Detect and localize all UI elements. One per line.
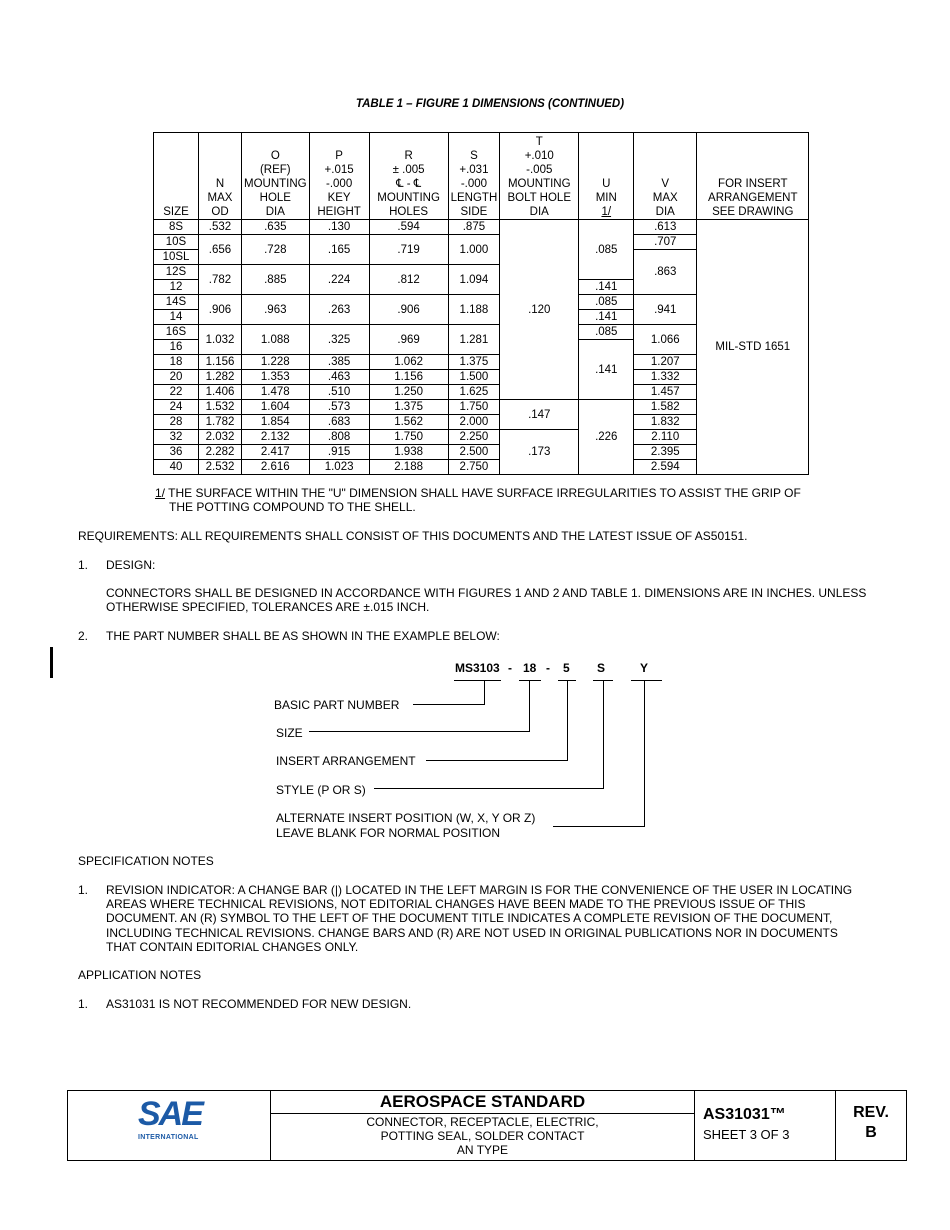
cell-v: .613 bbox=[634, 220, 697, 235]
cell-size: 20 bbox=[154, 370, 199, 385]
cell-v: .707 bbox=[634, 235, 697, 250]
cell-t: .173 bbox=[500, 430, 579, 475]
table-caption: TABLE 1 – FIGURE 1 DIMENSIONS (CONTINUED) bbox=[355, 98, 625, 110]
cell-r: .906 bbox=[369, 295, 448, 325]
cell-p: .573 bbox=[309, 400, 369, 415]
sheet-number: SHEET 3 OF 3 bbox=[703, 1127, 790, 1142]
cell-r: 2.188 bbox=[369, 460, 448, 475]
cell-n: .656 bbox=[199, 235, 242, 265]
leader-insert-horizontal bbox=[426, 760, 568, 761]
cell-v: 1.066 bbox=[634, 325, 697, 355]
cell-o: .635 bbox=[242, 220, 310, 235]
leader-size-vertical bbox=[529, 680, 530, 732]
cell-o: 1.228 bbox=[242, 355, 310, 370]
cell-p: .808 bbox=[309, 430, 369, 445]
pn-dash-1: - bbox=[508, 661, 512, 675]
cell-s: 2.500 bbox=[448, 445, 500, 460]
cell-o: 2.616 bbox=[242, 460, 310, 475]
cell-v: 1.207 bbox=[634, 355, 697, 370]
label-alternate-insert-position: ALTERNATE INSERT POSITION (W, X, Y OR Z) bbox=[276, 811, 536, 825]
title-block-description-cell bbox=[271, 1091, 695, 1160]
header-size: SIZE bbox=[154, 133, 199, 220]
leader-basic-horizontal bbox=[413, 704, 485, 705]
leader-alt-horizontal bbox=[553, 826, 645, 827]
cell-s: 1.188 bbox=[448, 295, 500, 325]
spec-note-1-line-5: THAT CONTAIN EDITORIAL CHANGES ONLY. bbox=[106, 940, 359, 954]
label-leave-blank: LEAVE BLANK FOR NORMAL POSITION bbox=[276, 826, 501, 840]
description-line-1: CONNECTOR, RECEPTACLE, ELECTRIC, bbox=[366, 1115, 599, 1129]
cell-u: .085 bbox=[579, 295, 634, 310]
item-1-line-1: CONNECTORS SHALL BE DESIGNED IN ACCORDANCE WITH FIGURES 1 AND 2 AND TABLE 1. DIMENSIONS ARE IN INCHES. UNLESS bbox=[106, 586, 867, 600]
cell-u: .226 bbox=[579, 400, 634, 475]
cell-r: 1.250 bbox=[369, 385, 448, 400]
description-line-2: POTTING SEAL, SOLDER CONTACT bbox=[380, 1129, 585, 1143]
cell-size: 10SL bbox=[154, 250, 199, 265]
item-1-title: DESIGN: bbox=[106, 558, 156, 572]
cell-r: 1.375 bbox=[369, 400, 448, 415]
cell-size: 36 bbox=[154, 445, 199, 460]
leader-basic-vertical bbox=[484, 680, 485, 705]
cell-r: .719 bbox=[369, 235, 448, 265]
cell-size: 12 bbox=[154, 280, 199, 295]
spec-note-1-line-2: AREAS WHERE TECHNICAL REVISIONS, NOT EDITORIAL CHANGES HAVE BEEN MADE TO THE PREVIOUS ISSUE OF THIS bbox=[106, 897, 806, 911]
cell-n: 2.282 bbox=[199, 445, 242, 460]
app-notes-heading: APPLICATION NOTES bbox=[78, 968, 202, 982]
cell-p: .130 bbox=[309, 220, 369, 235]
cell-u: .141 bbox=[579, 280, 634, 295]
cell-p: .165 bbox=[309, 235, 369, 265]
cell-p: .463 bbox=[309, 370, 369, 385]
cell-n: .532 bbox=[199, 220, 242, 235]
document-number: AS31031™ bbox=[703, 1106, 786, 1123]
cell-size: 32 bbox=[154, 430, 199, 445]
cell-v: 1.582 bbox=[634, 400, 697, 415]
cell-s: 2.000 bbox=[448, 415, 500, 430]
spec-note-1-line-3: DOCUMENT. AN (R) SYMBOL TO THE LEFT OF THE DOCUMENT TITLE INDICATES A COMPLETE REVISION OF THE DOCUMENT, bbox=[106, 911, 833, 925]
cell-o: 1.478 bbox=[242, 385, 310, 400]
item-1-line-2: OTHERWISE SPECIFIED, TOLERANCES ARE ±.015 INCH. bbox=[106, 600, 430, 614]
cell-o: 1.854 bbox=[242, 415, 310, 430]
header-v: V MAX DIA bbox=[634, 133, 697, 220]
spec-note-1-line-1: REVISION INDICATOR: A CHANGE BAR (|) LOCATED IN THE LEFT MARGIN IS FOR THE CONVENIENCE OF THE USER IN LOCATING bbox=[106, 883, 853, 897]
cell-n: 1.156 bbox=[199, 355, 242, 370]
header-insert-arrangement: FOR INSERT ARRANGEMENT SEE DRAWING bbox=[697, 133, 809, 220]
cell-size: 14S bbox=[154, 295, 199, 310]
pn-dash-2: - bbox=[546, 661, 550, 675]
cell-p: .915 bbox=[309, 445, 369, 460]
spec-note-1-number: 1. bbox=[78, 883, 89, 897]
cell-o: .728 bbox=[242, 235, 310, 265]
cell-v: 2.395 bbox=[634, 445, 697, 460]
header-s: S +.031 -.000 LENGTH SIDE bbox=[448, 133, 500, 220]
item-1-number: 1. bbox=[78, 558, 89, 572]
title-block-number-cell bbox=[695, 1091, 836, 1160]
cell-o: 2.417 bbox=[242, 445, 310, 460]
cell-n: 1.532 bbox=[199, 400, 242, 415]
label-size: SIZE bbox=[276, 726, 303, 740]
cell-size: 16 bbox=[154, 340, 199, 355]
cell-v: 2.594 bbox=[634, 460, 697, 475]
footnote-mark: 1/ bbox=[155, 486, 166, 500]
cell-u: .141 bbox=[579, 340, 634, 400]
cell-v: .941 bbox=[634, 295, 697, 325]
cell-size: 16S bbox=[154, 325, 199, 340]
cell-s: 1.750 bbox=[448, 400, 500, 415]
cell-p: .224 bbox=[309, 265, 369, 295]
cell-o: 1.353 bbox=[242, 370, 310, 385]
label-basic-part-number: BASIC PART NUMBER bbox=[274, 698, 400, 712]
cell-r: 1.750 bbox=[369, 430, 448, 445]
cell-size: 24 bbox=[154, 400, 199, 415]
header-n: N MAX OD bbox=[199, 133, 242, 220]
cell-p: .385 bbox=[309, 355, 369, 370]
title-block-revision-cell bbox=[836, 1091, 906, 1160]
cell-v: .863 bbox=[634, 250, 697, 295]
item-2-number: 2. bbox=[78, 629, 89, 643]
revision-letter: B bbox=[865, 1124, 877, 1141]
cell-size: 18 bbox=[154, 355, 199, 370]
cell-insert-arrangement: MIL-STD 1651 bbox=[697, 220, 809, 475]
aerospace-standard-heading: AEROSPACE STANDARD bbox=[271, 1091, 694, 1114]
cell-o: 2.132 bbox=[242, 430, 310, 445]
cell-size: 14 bbox=[154, 310, 199, 325]
cell-v: 1.332 bbox=[634, 370, 697, 385]
cell-o: 1.088 bbox=[242, 325, 310, 355]
cell-t: .120 bbox=[500, 220, 579, 400]
cell-u: .141 bbox=[579, 310, 634, 325]
cell-r: 1.062 bbox=[369, 355, 448, 370]
cell-o: .885 bbox=[242, 265, 310, 295]
cell-s: 1.000 bbox=[448, 235, 500, 265]
sae-logo: SAE bbox=[138, 1095, 202, 1133]
cell-o: 1.604 bbox=[242, 400, 310, 415]
cell-p: 1.023 bbox=[309, 460, 369, 475]
cell-r: .812 bbox=[369, 265, 448, 295]
cell-v: 2.110 bbox=[634, 430, 697, 445]
cell-size: 28 bbox=[154, 415, 199, 430]
leader-insert-vertical bbox=[567, 680, 568, 761]
table-footnote bbox=[155, 486, 801, 501]
cell-n: .782 bbox=[199, 265, 242, 295]
header-p: P +.015 -.000 KEY HEIGHT bbox=[309, 133, 369, 220]
cell-p: .683 bbox=[309, 415, 369, 430]
cell-u: .085 bbox=[579, 325, 634, 340]
cell-s: .875 bbox=[448, 220, 500, 235]
cell-size: 22 bbox=[154, 385, 199, 400]
leader-style-horizontal bbox=[374, 788, 604, 789]
item-2-text: THE PART NUMBER SHALL BE AS SHOWN IN THE EXAMPLE BELOW: bbox=[106, 629, 500, 643]
cell-u: .085 bbox=[579, 220, 634, 280]
cell-r: 1.562 bbox=[369, 415, 448, 430]
change-bar bbox=[50, 647, 53, 678]
cell-r: 1.938 bbox=[369, 445, 448, 460]
table-row bbox=[154, 220, 809, 235]
pn-basic: MS3103 bbox=[455, 661, 500, 675]
cell-s: 2.750 bbox=[448, 460, 500, 475]
title-block-logo-cell bbox=[68, 1091, 271, 1160]
cell-n: 1.406 bbox=[199, 385, 242, 400]
leader-alt-vertical bbox=[644, 680, 645, 827]
leader-style-vertical bbox=[603, 680, 604, 789]
dimensions-table bbox=[153, 132, 809, 475]
app-note-1-number: 1. bbox=[78, 997, 89, 1011]
spec-note-1-line-4: INCLUDING TECHNICAL REVISIONS. CHANGE BARS AND (R) ARE NOT USED IN ORIGINAL PUBLICATIONS NOR IN DOCUMENTS bbox=[106, 926, 838, 940]
cell-s: 2.250 bbox=[448, 430, 500, 445]
pn-basic-underline bbox=[454, 680, 501, 681]
cell-n: 1.282 bbox=[199, 370, 242, 385]
document-description bbox=[271, 1115, 694, 1157]
cell-n: 2.032 bbox=[199, 430, 242, 445]
header-r: R ± .005 ℄ - ℄ MOUNTING HOLES bbox=[369, 133, 448, 220]
cell-n: 1.782 bbox=[199, 415, 242, 430]
footnote-line-2: THE POTTING COMPOUND TO THE SHELL. bbox=[169, 500, 416, 514]
leader-size-horizontal bbox=[309, 731, 530, 732]
cell-r: 1.156 bbox=[369, 370, 448, 385]
cell-size: 10S bbox=[154, 235, 199, 250]
app-note-1-text: AS31031 IS NOT RECOMMENDED FOR NEW DESIGN. bbox=[106, 997, 412, 1011]
cell-s: 1.281 bbox=[448, 325, 500, 355]
cell-s: 1.625 bbox=[448, 385, 500, 400]
pn-size: 18 bbox=[523, 661, 537, 675]
header-u: U MIN 1/ bbox=[579, 133, 634, 220]
cell-p: .263 bbox=[309, 295, 369, 325]
cell-o: .963 bbox=[242, 295, 310, 325]
cell-n: 1.032 bbox=[199, 325, 242, 355]
cell-v: 1.832 bbox=[634, 415, 697, 430]
cell-p: .510 bbox=[309, 385, 369, 400]
cell-n: .906 bbox=[199, 295, 242, 325]
label-insert-arrangement: INSERT ARRANGEMENT bbox=[276, 754, 416, 768]
description-line-3: AN TYPE bbox=[456, 1143, 509, 1157]
header-t: T +.010 -.005 MOUNTING BOLT HOLE DIA bbox=[500, 133, 579, 220]
cell-n: 2.532 bbox=[199, 460, 242, 475]
cell-s: 1.375 bbox=[448, 355, 500, 370]
revision-label: REV. bbox=[853, 1104, 889, 1121]
cell-r: .594 bbox=[369, 220, 448, 235]
cell-r: .969 bbox=[369, 325, 448, 355]
cell-size: 40 bbox=[154, 460, 199, 475]
pn-alt-underline bbox=[631, 680, 662, 681]
cell-p: .325 bbox=[309, 325, 369, 355]
table-header-row bbox=[154, 133, 809, 220]
header-o: O (REF) MOUNTING HOLE DIA bbox=[242, 133, 310, 220]
pn-alt: Y bbox=[640, 661, 649, 675]
cell-t: .147 bbox=[500, 400, 579, 430]
title-block bbox=[67, 1090, 907, 1161]
cell-v: 1.457 bbox=[634, 385, 697, 400]
spec-notes-heading: SPECIFICATION NOTES bbox=[78, 854, 214, 868]
cell-size: 8S bbox=[154, 220, 199, 235]
sae-logo-subtitle: INTERNATIONAL bbox=[138, 1134, 199, 1141]
pn-style: S bbox=[597, 661, 606, 675]
cell-s: 1.094 bbox=[448, 265, 500, 295]
cell-size: 12S bbox=[154, 265, 199, 280]
cell-s: 1.500 bbox=[448, 370, 500, 385]
label-style: STYLE (P OR S) bbox=[276, 783, 366, 797]
footnote-line-1: THE SURFACE WITHIN THE "U" DIMENSION SHALL HAVE SURFACE IRREGULARITIES TO ASSIST THE GRIP OF bbox=[165, 486, 801, 500]
requirements-text: REQUIREMENTS: ALL REQUIREMENTS SHALL CONSIST OF THIS DOCUMENTS AND THE LATEST ISSUE OF AS50151. bbox=[78, 529, 748, 543]
pn-insert: 5 bbox=[563, 661, 570, 675]
pn-size-underline bbox=[519, 680, 541, 681]
